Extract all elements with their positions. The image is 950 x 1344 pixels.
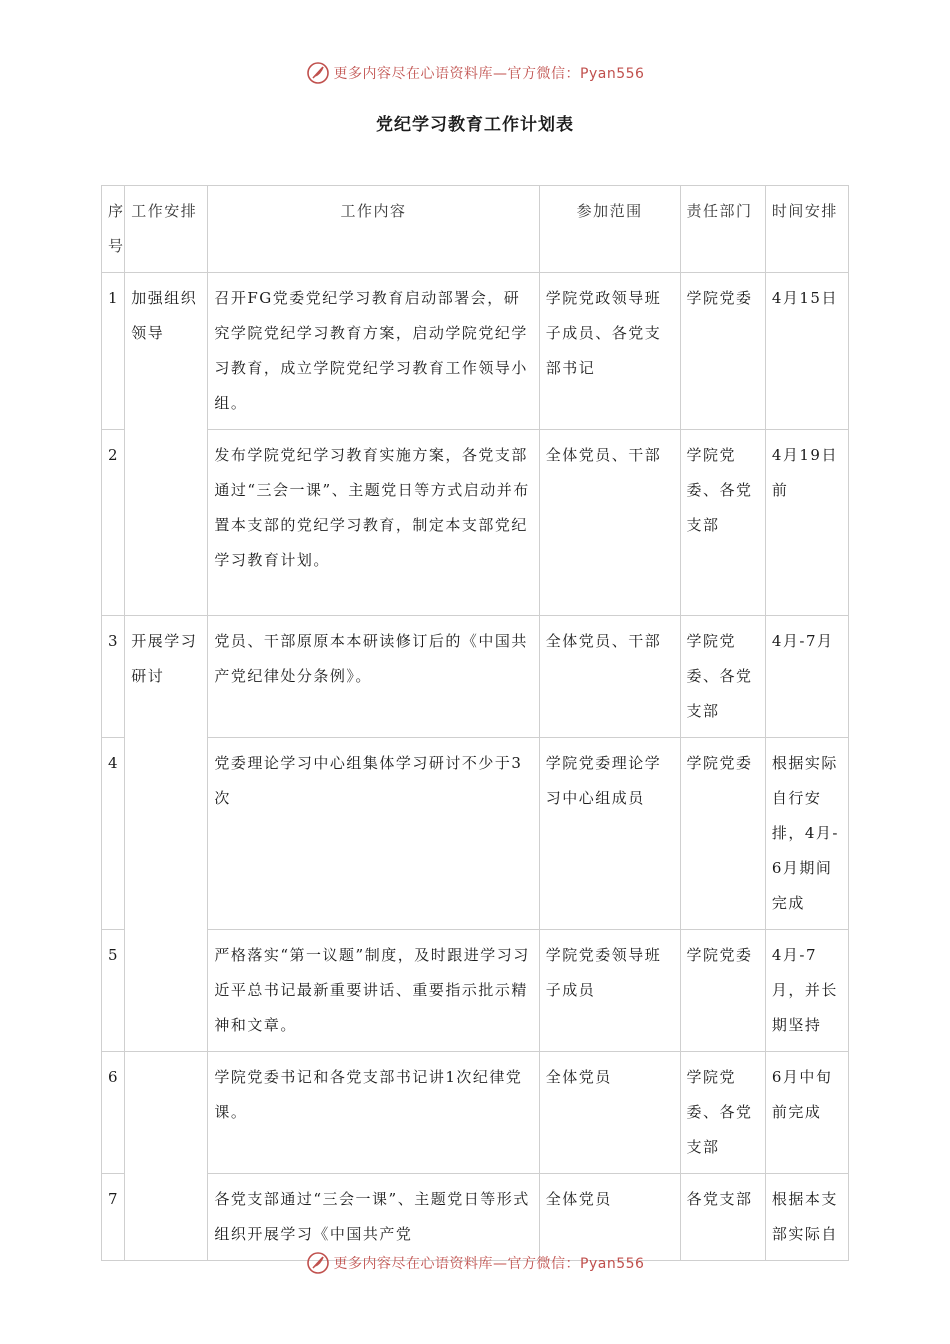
page-title: 党纪学习教育工作计划表 <box>376 115 574 135</box>
row-time: 4月-7月，并长期坚持 <box>765 930 848 1052</box>
watermark-header <box>0 58 950 88</box>
row-scope: 全体党员 <box>539 1174 680 1261</box>
group-label <box>125 1052 208 1261</box>
row-number: 7 <box>102 1174 125 1261</box>
row-content: 党委理论学习中心组集体学习研讨不少于3次 <box>208 738 539 930</box>
row-dept: 学院党委、各党支部 <box>680 430 765 616</box>
table-row <box>102 616 849 738</box>
row-content: 各党支部通过“三会一课”、主题党日等形式组织开展学习《中国共产党 <box>208 1174 539 1261</box>
row-dept: 学院党委 <box>680 273 765 430</box>
table-row <box>102 738 849 930</box>
work-plan-table <box>101 185 849 1261</box>
row-time: 4月15日 <box>765 273 848 430</box>
header-scope: 参加范围 <box>539 186 680 273</box>
row-time: 4月-7月 <box>765 616 848 738</box>
header-arrangement: 工作安排 <box>125 186 208 273</box>
row-time: 根据实际自行安排，4月-6月期间完成 <box>765 738 848 930</box>
row-dept: 各党支部 <box>680 1174 765 1261</box>
row-dept: 学院党委、各党支部 <box>680 616 765 738</box>
watermark-footer <box>0 1248 950 1278</box>
watermark-text: 更多内容尽在心语资料库—官方微信：Pyan556 <box>333 1256 645 1272</box>
table-header-row <box>102 186 849 273</box>
header-dept: 责任部门 <box>680 186 765 273</box>
table-row <box>102 430 849 616</box>
row-number: 4 <box>102 738 125 930</box>
row-dept: 学院党委 <box>680 738 765 930</box>
row-content: 党员、干部原原本本研读修订后的《中国共产党纪律处分条例》。 <box>208 616 539 738</box>
row-time: 6月中旬前完成 <box>765 1052 848 1174</box>
watermark-text: 更多内容尽在心语资料库—官方微信：Pyan556 <box>333 66 645 82</box>
row-scope: 学院党委理论学习中心组成员 <box>539 738 680 930</box>
row-number: 1 <box>102 273 125 430</box>
row-time: 根据本支部实际自 <box>765 1174 848 1261</box>
row-content: 发布学院党纪学习教育实施方案，各党支部通过“三会一课”、主题党日等方式启动并布置本支部的党纪学习教育，制定本支部党纪学习教育计划。 <box>208 430 539 616</box>
row-content: 召开FG党委党纪学习教育启动部署会，研究学院党纪学习教育方案，启动学院党纪学习教育，成立学院党纪学习教育工作领导小组。 <box>208 273 539 430</box>
row-number: 2 <box>102 430 125 616</box>
quill-logo-icon <box>306 1251 330 1275</box>
row-scope: 学院党政领导班子成员、各党支部书记 <box>539 273 680 430</box>
table-row <box>102 1052 849 1174</box>
row-number: 6 <box>102 1052 125 1174</box>
group-label: 加强组织领导 <box>125 273 208 616</box>
row-scope: 全体党员、干部 <box>539 430 680 616</box>
header-content: 工作内容 <box>208 186 539 273</box>
row-dept: 学院党委 <box>680 930 765 1052</box>
row-content: 严格落实“第一议题”制度，及时跟进学习习近平总书记最新重要讲话、重要指示批示精神和文章。 <box>208 930 539 1052</box>
row-scope: 全体党员、干部 <box>539 616 680 738</box>
header-time: 时间安排 <box>765 186 848 273</box>
row-scope: 全体党员 <box>539 1052 680 1174</box>
header-no: 序号 <box>102 186 125 273</box>
group-label: 开展学习研讨 <box>125 616 208 1052</box>
row-scope: 学院党委领导班子成员 <box>539 930 680 1052</box>
table-row <box>102 273 849 430</box>
row-dept: 学院党委、各党支部 <box>680 1052 765 1174</box>
row-number: 3 <box>102 616 125 738</box>
row-content: 学院党委书记和各党支部书记讲1次纪律党课。 <box>208 1052 539 1174</box>
row-number: 5 <box>102 930 125 1052</box>
table-row <box>102 930 849 1052</box>
quill-logo-icon <box>306 61 330 85</box>
row-time: 4月19日前 <box>765 430 848 616</box>
